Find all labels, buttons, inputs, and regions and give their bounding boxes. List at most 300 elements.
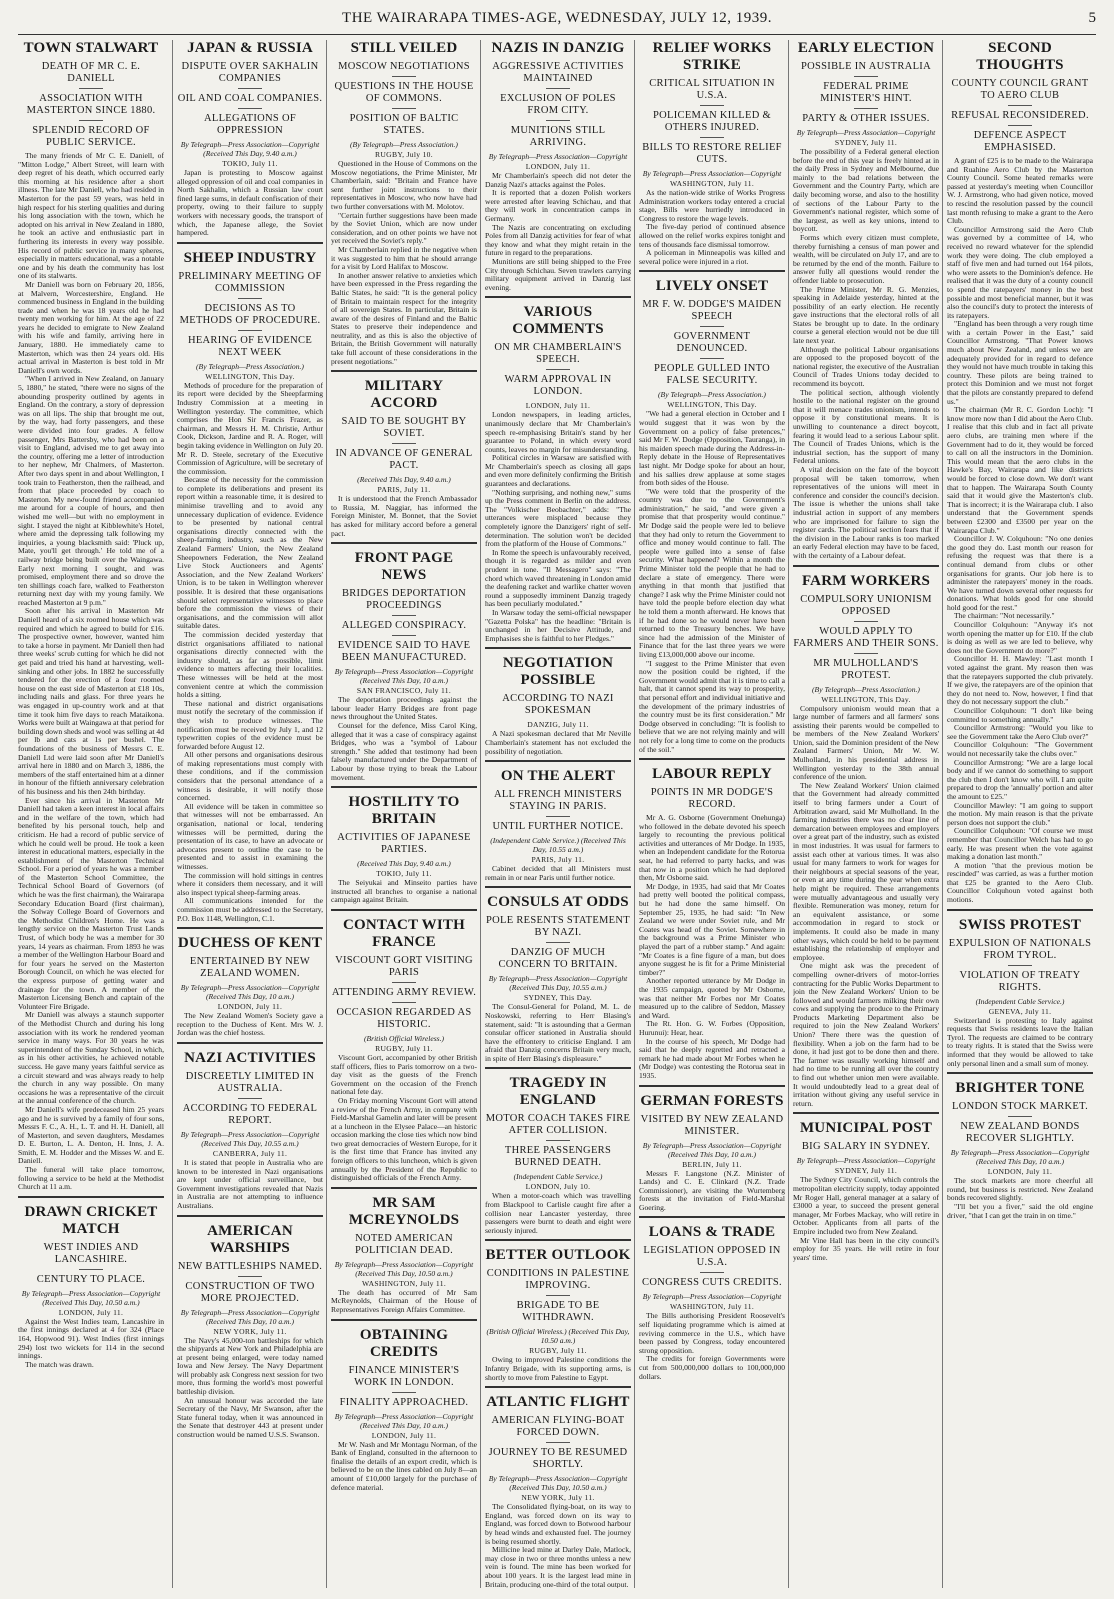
subhead: EXCLUSION OF POLES FROM CITY.	[500, 93, 616, 116]
headline: FRONT PAGE NEWS	[354, 550, 454, 584]
paragraph: The stock markets are more cheerful all round, but business is restricted. New Zealand bonds recovered slightly.	[947, 1176, 1093, 1203]
subhead: ALLEGED CONSPIRACY.	[341, 620, 467, 632]
subhead: UNTIL FURTHER NOTICE.	[492, 821, 624, 833]
paragraph: The Sydney City Council, which controls the metropolitan electricity supply, today appointed Mr Roger Hall, general manager at a salary of £3000 a year, to succeed the present general manager, Mr Forbes Mackay, who will retire in October. Applicants from all parts of the Empire included two from New Zealand.	[793, 1175, 939, 1236]
subhead-divider	[79, 1269, 103, 1270]
article	[485, 40, 631, 292]
subhead: DISCREETLY LIMITED IN AUSTRALIA.	[185, 1070, 315, 1094]
paragraph: Mr Dodge, in 1935, had said that Mr Coates had pretty well booted the political compass, but he had done the same himself. On September 25, 1935, he had said: "In New Zealand we were under Soviet rule, and Mr Coates was head of the Soviet. Somewhere in the background was a Prime Minister who played the part of a rubber stamp." And again: "Mr Coates is a fine figure of a man, but does anyone suggest he is fit for a Prime Ministerial timber?"	[639, 881, 785, 977]
masthead-rule	[18, 34, 1096, 35]
byline: By Telegraph—Press Association—Copyright	[796, 1156, 936, 1166]
byline: (Independent Cable Service.)	[975, 996, 1065, 1006]
paragraph: When a motor-coach which was travelling from Blackpool to Carlisle caught fire after a collision near Lancaster yesterday, three passengers were burnt to death and eight were seriously injured.	[485, 1191, 631, 1235]
paragraph: Against the West Indies team, Lancashire in the first innings declared at 4 for 324 (Place 164, Hopwood 91). West Indies (first innings 294) lost two wickets for 114 in the second innings.	[18, 1316, 164, 1361]
paragraph: The death has occurred of Mr Sam McReynolds, Chairman of the House of Representatives Foreign Affairs Committee.	[331, 1287, 477, 1315]
article	[331, 786, 477, 905]
dateline: LONDON, July 11.	[525, 162, 591, 171]
subhead-divider	[546, 816, 570, 817]
paragraph: The Navy's 45,000-ton battleships for which the shipyards at New York and Philadelphia are at present being enlarged, were today named Iowa and New Jersey. The Navy Department will probably ask Congress next session for two more, thus forming the world's most powerful battleship division.	[177, 1335, 323, 1397]
headline: GERMAN FORESTS	[640, 1092, 784, 1109]
dateline: NEW YORK, July 11.	[213, 1326, 287, 1336]
byline: By Telegraph—Press Association—Copyright	[488, 152, 628, 161]
paragraph: "We had a general election in October and I would suggest that it was won by the Government on a policy of false pretences," said Mr F. W. Dodge (Opposition, Tauranga), in his maiden speech made during the Address-in-Reply debate in the House of Representatives last night. Mr Dodge spoke for about an hour, and his sallies drew applause at some stages from both sides of the House.	[639, 409, 785, 488]
byline: By Telegraph—Press Association—Copyright (Received This Day, 10 a.m.)	[642, 1140, 782, 1159]
subhead: AGGRESSIVE ACTIVITIES MAINTAINED	[492, 61, 624, 84]
subhead-divider	[700, 326, 724, 327]
subhead: ACCORDING TO FEDERAL REPORT.	[182, 1102, 318, 1126]
byline: (By Telegraph—Press Association.)	[812, 684, 920, 694]
paragraph: A motion "that the previous motion be rescinded" was carried, as was a further motion that £25 be granted to the Aero Club. Councillor Colquhoun voted against both motions.	[947, 860, 1093, 905]
subhead-divider	[392, 982, 416, 983]
article	[331, 1319, 477, 1493]
paragraph: The chairman: "Not necessarily."	[954, 611, 1055, 621]
article	[485, 1239, 631, 1382]
paragraph: All communications intended for the commission must be addressed to the Secretary, P.O. Box 1148, Wellington, C.1.	[177, 896, 323, 923]
subhead: IN ADVANCE OF GENERAL PACT.	[335, 448, 473, 472]
byline: By Telegraph—Press Association—Copyright (Received This Day, 10 a.m.)	[180, 1307, 320, 1326]
headline: AMERICAN WARSHIPS	[207, 1222, 293, 1256]
subhead: DECISIONS AS TO METHODS OF PROCEDURE.	[179, 302, 321, 326]
dateline: WASHINGTON, July 11.	[669, 1302, 755, 1312]
headline: ON THE ALERT	[500, 768, 616, 785]
dateline: WASHINGTON, July 11.	[669, 179, 755, 188]
paragraph: As the nation-wide strike of Works Progress Administration workers today entered a crucial stage, Bills were hurriedly introduced in Congress to restore the wage levels.	[639, 188, 785, 223]
article	[639, 270, 785, 754]
article	[793, 40, 939, 561]
subhead-divider	[546, 120, 570, 121]
subhead-divider	[392, 76, 416, 77]
paragraph: Soon after his arrival in Masterton Mr Daniell heard of a six roomed house which was required and which he agreed to build for £16. The prospective owner, however, wanted him to take a horse in payment. Mr Daniell then had three weeks' scrub cutting for which he did not get paid and tried his hand at harvesting, well-sinking and other jobs. In 1882 he successfully tendered for the erection of a four roomed house on the east side of Masterton at £18 10s, including nails and glass. For three years he was engaged in up-country work and at that time it took him five days to reach Mataikona. Works were built at Waingawa at that period for building down sheds and wool was selling at 4d per lb and cats at 1s per bushel. The foundations of the business of Messrs C. E. Daniell Ltd were laid soon after Mr Daniell's arrival here in 1880 and on March 3, 1886, the members of the staff entertained him at a dinner in honour of the fiftieth anniversary celebration of his business and his then 24th birthday.	[18, 606, 164, 796]
subhead: WARM APPROVAL IN LONDON.	[504, 374, 612, 398]
subhead-divider	[238, 108, 262, 109]
subhead: EXPULSION OF NATIONALS FROM TYROL.	[948, 937, 1092, 961]
article	[639, 40, 785, 266]
article	[793, 1112, 939, 1262]
article	[331, 40, 477, 366]
subhead: SPLENDID RECORD OF PUBLIC SERVICE.	[32, 125, 150, 148]
subhead-divider	[546, 942, 570, 943]
dateline: LONDON, July 11.	[371, 1430, 437, 1440]
article	[177, 40, 323, 238]
byline: (By Telegraph—Press Association.)	[196, 361, 304, 371]
dateline: SYDNEY, This Day.	[523, 993, 593, 1003]
column-1	[18, 40, 164, 1588]
article	[485, 647, 631, 756]
paragraph: In Warsaw today the semi-official newspaper "Gazetta Polska" has the headline: "Britain is unchanged in her Decisive Attitude, and Emphasises she is faithful to her Pledges."	[485, 607, 631, 643]
paragraph: A Nazi spokesman declared that Mr Neville Chamberlain's statement has not excluded the possibility of negotiation.	[485, 729, 631, 756]
article	[18, 40, 164, 1192]
headline: SWISS PROTEST	[958, 916, 1082, 933]
paragraph: Political circles in Warsaw are satisfied with Mr Chamberlain's speech as closing all gaps and even more definitely confirming the British guarantees and declarations.	[485, 453, 631, 489]
headline: ATLANTIC FLIGHT	[486, 1394, 630, 1411]
dateline: WASHINGTON, July 11.	[361, 1278, 447, 1288]
dateline: LONDON, July 11.	[525, 401, 591, 411]
dateline: BERLIN, July 11.	[682, 1159, 742, 1169]
column-3	[326, 40, 477, 1588]
subhead: MR F. W. DODGE'S MAIDEN SPEECH	[642, 299, 782, 323]
dateline: TOKIO, July 11.	[376, 869, 432, 879]
subhead: NEW BATTLESHIPS NAMED.	[177, 1260, 323, 1272]
byline: (Received This Day, 9.40 a.m.)	[357, 475, 451, 485]
subhead: MUNITIONS STILL ARRIVING.	[510, 125, 606, 148]
dateline: NEW YORK, July 11.	[521, 1493, 595, 1503]
paragraph: Millicine lead mine at Darley Dale, Matlock, may close in two or three months unless a new vein is found. The mine has been worked for about 100 years. It is the largest lead mine in Britain, producing one-third of the total output.	[485, 1545, 631, 1588]
dateline: RUGBY, July 10.	[375, 150, 433, 159]
subhead-divider	[392, 615, 416, 616]
subhead: WEST INDIES AND LANCASHIRE.	[43, 1241, 139, 1265]
paragraph: It is reported that a dozen Polish workers were arrested after leaving Schichau, and that they will work in concentration camps in Germany.	[485, 188, 631, 223]
subhead: PRELIMINARY MEETING OF COMMISSION	[178, 270, 322, 294]
subhead: FINALITY APPROACHED.	[339, 1396, 469, 1408]
article	[485, 1067, 631, 1235]
headline: LIVELY ONSET	[655, 278, 769, 295]
byline: By Telegraph—Press Association—Copyright	[796, 128, 936, 137]
subhead: EVIDENCE SAID TO HAVE BEEN MANUFACTURED.	[337, 640, 471, 664]
headline: NAZI ACTIVITIES	[184, 1049, 316, 1066]
paragraph: It is understood that the French Ambassador to Russia, M. Naggiar, has informed the Foreign Minister, M. Bonnet, that the Soviet has asked for military accord before a general pact.	[331, 494, 477, 538]
subhead: OCCASION REGARDED AS HISTORIC.	[336, 1006, 472, 1030]
paragraph: Mr Chamberlain's speech did not deter the Danzig Nazi's attacks against the Poles.	[485, 171, 631, 189]
subhead-divider	[238, 88, 262, 89]
article	[793, 565, 939, 1109]
byline: (By Telegraph—Press Association.)	[350, 140, 458, 149]
paragraph: "Certain further suggestions have been made by the Soviet Union, which are now under consideration, and on other points we have not yet received the Soviet's reply."	[331, 210, 477, 246]
subhead-divider	[79, 120, 103, 121]
paragraph: Another reported utterance by Mr Dodge in the 1935 campaign, quoted by Mr Osborne, was that neither Mr Forbes nor Mr Coates measured up to the calibre of Seddon, Massey and Ward.	[639, 976, 785, 1020]
article	[639, 1085, 785, 1213]
headline: JAPAN & RUSSIA	[187, 40, 313, 56]
subhead: LEGISLATION OPPOSED IN U.S.A.	[643, 1245, 781, 1269]
subhead-divider	[546, 1140, 570, 1141]
dateline: RUGBY, July 11.	[529, 1346, 587, 1356]
subhead: WOULD APPLY TO FARMERS AND THEIR SONS.	[793, 625, 939, 649]
subhead: VIOLATION OF TREATY RIGHTS.	[959, 969, 1081, 993]
paragraph: "When I arrived in New Zealand, on January 5, 1880," he stated, "there were no signs of the abounding prosperity outlined by agents in England. On the contrary, a story of depression was on all lips. The ship that brought me out, by the way, had forty passengers, and these were divided into four grades. A fellow passenger, Mrs Battersby, who had been on a visit to England, advised me to get away into the country, offering me a letter of introduction to her nephew, Mr Chalmers, of Masterton. After two days spent in and about Wellington, I took train to Featherston, then the railhead, and from that place proceeded by coach to Masterton. My new-found friend accompanied me around for a couple of hours, and then wished me well—but with no employment in sight. I stayed the night at Kibblewhite's Hotel, where amid the depressing talk following my inquiries, a young blacksmith said: 'Pluck up, Mate, you'll get through.' He told me of a railway bridge being built over the Waingawa. Early next morning I sought, and was promised, employment there and so drove the ten shillings coach fare, walked to Featherston returning next day with my young family. We reached Masterton at 9 p.m."	[18, 374, 164, 607]
headline: DRAWN CRICKET MATCH	[24, 1203, 158, 1237]
article	[947, 909, 1093, 1069]
paragraph: A vital decision on the fate of the boycott proposal will be taken tomorrow, when representatives of the unions will meet in conference and consider the council's decision. The issue is whether the unions shall take industrial action in support of any members who are imprisoned for failure to sign the register cards. The political section fears that if the division in the Labour ranks is too marked an early Federal election may have to be faced, with the certainty of a Labour defeat.	[793, 464, 939, 560]
subhead: BRIGADE TO BE WITHDRAWN.	[516, 1300, 600, 1324]
headline: TRAGEDY IN ENGLAND	[509, 1075, 607, 1109]
headline: RELIEF WORKS STRIKE	[652, 40, 772, 73]
dateline: WELLINGTON, This Day.	[205, 371, 295, 381]
article	[485, 760, 631, 882]
subhead: CONGRESS CUTS CREDITS.	[642, 1277, 782, 1289]
byline: By Telegraph—Press Association—Copyright	[642, 169, 782, 178]
byline: (By Telegraph—Press Association.)	[658, 390, 766, 400]
article	[177, 927, 323, 1038]
subhead: ALLEGATIONS OF OPPRESSION	[204, 113, 296, 136]
byline: (Received This Day, 9.40 a.m.)	[357, 859, 451, 869]
paragraph: Questioned in the House of Commons on the Moscow negotiations, the Prime Minister, Mr Chamberlain, said: "Britain and France have sent further joint instructions to their representatives in Moscow, who now have had two further conversations with M. Molotov.	[331, 159, 477, 211]
byline: By Telegraph—Press Association—Copyright	[642, 1292, 782, 1302]
article	[485, 296, 631, 643]
byline: By Telegraph—Press Association—Copyright (Received This Day, 10.55 a.m.)	[180, 1129, 320, 1148]
subhead: SAID TO BE SOUGHT BY SOVIET.	[341, 416, 467, 440]
dateline: TOKIO, July 11.	[222, 159, 278, 168]
paragraph: In another answer relative to anxieties which have been expressed in the Press regarding the Baltic States, he said: "It is the general policy of Britain to maintain respect for the integrity of all sovereign States. In particular, Britain is aware of the desires of Finland and the Baltic States to preserve their independence and neutrality, and as this is also the objective of Britain, the British Government will naturally take full account of these considerations in the present negotiations."	[331, 270, 477, 366]
paragraph: A grant of £25 is to be made to the Wairarapa and Ruahine Aero Club by the Masterton County Council. Some heated remarks were passed at yesterday's meeting when Councillor W. J. Armstrong, who had given notice, moved to rescind the resolution passed by the council last month refusing to make a grant to the Aero Club.	[947, 156, 1093, 226]
byline: By Telegraph—Press Association—Copyright (Received This Day, 10.50 a.m.)	[334, 1259, 474, 1278]
paragraph: Councillor Armstrong: "We are a large local body and if we cannot do something to support the club then I don't know who will. I am quite prepared to drop the 'annually' portion and alter the amount to £25."	[947, 757, 1093, 801]
paragraph: Councillor Armstrong said the Aero Club was governed by a committee of 14, who received no reward whatever for the splendid work they were doing. The club employed a staff of five men and had turned out 164 pilots, who were assets to the Dominion's defence. He realised that it was the duty of a county council to spend the ratepayers' money in the best possible and most beneficial manner, but it was also the council's duty to protect the interests of its ratepayers.	[947, 224, 1093, 320]
article	[331, 1187, 477, 1315]
paragraph: The match was drawn.	[25, 1359, 94, 1369]
dateline: SAN FRANCISCO, July 11.	[356, 686, 452, 696]
subhead: FEDERAL PRIME MINISTER'S HINT.	[820, 81, 912, 104]
paragraph: The Nazis are concentrating on excluding Poles from all Danzig activities for fear of what they know and what they might retain in the future in regard to the preparations.	[485, 222, 631, 258]
subhead: NEW ZEALAND BONDS RECOVER SLIGHTLY.	[960, 1121, 1080, 1145]
byline: By Telegraph—Press Association—Copyright (Received This Day, 10.55 a.m.)	[488, 974, 628, 993]
subhead: THREE PASSENGERS BURNED DEATH.	[504, 1145, 612, 1169]
dateline: LONDON, July 10.	[525, 1182, 591, 1192]
paragraph: The Consolidated flying-boat, on its way to England, was forced down on its way to England, was forced down to Botwood harbour by head winds and exhausted fuel. The journey is being resumed shortly.	[485, 1502, 631, 1546]
paragraph: Councillor H. H. Mawley: "Last month I voted against the grant. My reason then was that the ratepayers supported the club privately. If we give, the ratepayers are of the opinion that they do not need to. Now, however, I find that they do not necessary support the club."	[947, 654, 1093, 707]
dateline: CANBERRA, July 11.	[212, 1148, 288, 1158]
paragraph: "We were told that the prosperity of the country was due to the Government's administration," he said, "and were given a promise that that prosperity would continue." Mr Dodge said the people were led to believe that they had only to return the Government to office and money would continue to fall. The people were gulled into a sense of false security. What happened? Within a month the Prime Minister told the people that he had to declare a state of emergency. There were anything in that month that justified that change? I ask why the Prime Minister could not have told the people before election day what he told them a month afterward. He knows that if he had done so he would never have been returned to the Treasury benches. We have since had the admission of the Minister of Finance that for the last three years we were living £13,000,000 above our income.	[639, 486, 785, 659]
subhead: CRITICAL SITUATION IN U.S.A.	[649, 78, 775, 101]
headline: LOANS & TRADE	[648, 1224, 776, 1241]
subhead: BILLS TO RESTORE RELIEF CUTS.	[642, 142, 782, 165]
headline: HOSTILITY TO BRITAIN	[348, 794, 460, 828]
article	[485, 886, 631, 1063]
paragraph: It is stated that people in Australia who are known to be interested in Nazi organisations are kept under official surveillance, but Government investigations revealed that Nazis in Australia are not attempting to influence Australians.	[177, 1157, 323, 1210]
subhead-divider	[238, 298, 262, 299]
subhead: MOTOR COACH TAKES FIRE AFTER COLLISION.	[485, 1113, 631, 1137]
article	[331, 909, 477, 1183]
headline: EARLY ELECTION	[797, 40, 935, 56]
headline: CONTACT WITH FRANCE	[342, 916, 465, 950]
dateline: WELLINGTON, This Day.	[821, 694, 911, 704]
subhead: ACTIVITIES OF JAPANESE PARTIES.	[337, 832, 471, 856]
paragraph: The Rt. Hon. G. W. Forbes (Opposition, Hurunui): Hear, hear.	[639, 1019, 785, 1037]
subhead-divider	[1008, 125, 1032, 126]
paragraph: The possibility of a Federal general election before the end of this year is freely hinted at in the daily Press in Sydney and Melbourne, due mainly to the bad relations between the Government and the Country Party, which are daily becoming worse, and also to the hostility of sections of the Labour Party to the Government's national register, which some of the largest, as well as key unions, intend to boycott.	[793, 147, 939, 234]
paragraph: Munitions are still being shipped to the Free City through Schichau. Seven trawlers carrying military equipment arrived in Danzig last evening.	[485, 256, 631, 292]
headline: MILITARY ACCORD	[364, 378, 444, 412]
headline: NAZIS IN DANZIG	[491, 40, 625, 56]
column-5	[634, 40, 785, 1588]
subhead: BIG SALARY IN SYDNEY.	[801, 1141, 931, 1153]
subhead: ACCORDING TO NAZI SPOKESMAN	[502, 693, 614, 717]
dateline: WELLINGTON, This Day.	[667, 400, 757, 410]
paragraph: Although the political Labour organisations are opposed to the proposed boycott of the national register, the executive of the Australian Council of Trades Unions today decided to recommend its boycott.	[793, 344, 939, 389]
headline: NEGOTIATION POSSIBLE	[502, 655, 614, 689]
subhead-divider	[546, 369, 570, 370]
article	[639, 758, 785, 1080]
byline: By Telegraph—Press Association—Copyright (Received This Day, 10 a.m.)	[334, 1411, 474, 1430]
paragraph: Mr W. Nash and Mr Montagu Norman, of the Bank of England, consulted in the afternoon to finalise the details of an export credit, which is believed to be on the lines cabled on July 8—an amount of £10,000 largely for the purchase of defence material.	[331, 1439, 477, 1492]
article	[177, 1042, 323, 1211]
subhead: DEFENCE ASPECT EMPHASISED.	[973, 130, 1067, 153]
paragraph: The chairman (Mr R. C. Gordon Loch): "I know more now than I did about the Aero Club. I realise that this club and in fact all private aero clubs, are training men where if the Government had to do it, they would be forced to call on all the instructors in the Dominion. This would mean that the aero clubs in the Hawke's Bay, Wairarapa and like districts would be forced to close down. We don't want that to happen. The Wairarapa South County said that it would give the Masterton's club. That is incorrect; it is the Wairarapa club. I also understand that the Government spends between £2300 and £3500 per year on the Wairarapa Club."	[947, 405, 1093, 535]
subhead-divider	[392, 108, 416, 109]
subhead: ATTENDING ARMY REVIEW.	[331, 986, 477, 998]
paragraph: Councillor Colquhoun: "Of course we must remember that Councillor Welch has had to go early. He was present when the vote against making a donation last month."	[947, 826, 1093, 862]
paragraph: These national and district organisations must notify the secretary of the commission if they wish to produce witnesses. The notification must be received by July 1, and 12 typewritten copies of the evidence must be forwarded before August 12.	[177, 698, 323, 751]
subhead: DEATH OF MR C. E. DANIELL	[41, 61, 141, 84]
subhead-divider	[854, 621, 878, 622]
subhead: MOSCOW NEGOTIATIONS	[338, 61, 470, 72]
paragraph: All other persons and organisations desirous of making representations must comply with these conditions, and if the commission considers that the personal attendance of a witness is desirable, it will notify those concerned.	[177, 750, 323, 803]
paragraph: In Rome the speech is unfavourably received, though it is regarded as milder and even prudent in tone. "Il Messagero" says: "The chord which waved threatening in London amid the deafening racket and warlike chatter woven round a supposedly imminent Danzig tragedy has been peculiarly modulated."	[485, 547, 631, 609]
subhead-divider	[546, 1442, 570, 1443]
subhead: MR MULHOLLAND'S PROTEST.	[813, 657, 919, 681]
subhead-divider	[238, 330, 262, 331]
paragraph: "I suggest to the Prime Minister that even now the position could be righted, if the Government would admit that it is time to call a halt, that it cannot spend its way to prosperity, that personal effort and individual initiative and the development of the primary industries of the country must be its first consideration." Mr Dodge observed in concluding: "It is foolish to believe that we are not relying mainly and will not rely for a long time to come on the products of the soil."	[639, 658, 785, 754]
headline: LABOUR REPLY	[652, 766, 772, 783]
paragraph: "England has been through a very rough time with a certain Power in the East," said Councillor Armstrong. "That Power knows much about New Zealand, and unless we are adequately provided for in regard to defence they would not have much trouble in taking this country. These pilots are being trained to protect this Dominion and we must not forget that the pilots are constantly prepared to defend us."	[947, 319, 1093, 406]
subhead-divider	[854, 76, 878, 77]
dateline: RUGBY, July 11.	[375, 1043, 433, 1053]
subhead: OIL AND COAL COMPANIES.	[177, 93, 323, 104]
paragraph: Because of the necessity for the commission to complete its deliberations and present its report within a reasonable time, it is desired to minimise travelling and to avoid any unnecessary duplication of evidence. Evidence to be presented by national central organisations directly connected with the sheep-farming industry, such as the New Zealand Farmers' Union, the New Zealand Sheepowners Federation, the New Zealand Live Stock Auctioneers and Agents' Association, and the New Zealand Workers' Union, is to be taken in Wellington wherever possible. It is desired that these organisations should select representative witnesses to place before the commission the views of their organisations, and the commission will allot suitable dates.	[177, 475, 323, 631]
paragraph: The credits for foreign Governments were cut from 500,000,000 dollars to 100,000,000 dollars.	[639, 1354, 785, 1381]
paragraph: The political section, although violently hostile to the national register on the ground that it will menace trades unionism, intends to oppose it by constitutional means. It is unwilling to countenance a direct boycott, fearing it would lead to a serious Labour split. The Council of Trades Unions, which is the industrial section, has the support of many Federal unions.	[793, 387, 939, 466]
page-number: 5	[1088, 10, 1096, 26]
byline: (Independent Cable Service.) (Received This Day, 10.55 a.m.)	[490, 836, 626, 855]
dateline: DANZIG, July 11.	[527, 720, 589, 730]
subhead-divider	[79, 88, 103, 89]
subhead-divider	[392, 443, 416, 444]
subhead: POSSIBLE IN AUSTRALIA	[801, 61, 931, 72]
byline: By Telegraph—Press Association—Copyright (Received This Day, 10.50 a.m.)	[21, 1288, 161, 1307]
paragraph: Mr Daniell's wife predeceased him 25 years ago and he is survived by a family of four sons, Messrs F. C., A. H., L. T. and H. H. Daniell, all of Masterton, and seven daughters, Mesdames D. E. Burton, L. A. Denton, H. Inns, J. A. Smith, E. M. Hodder and the Misses W. and E. Daniell.	[18, 1104, 164, 1166]
paragraph: Mr Daniell was always a staunch supporter of the Methodist Church and during his long association with its work he rendered yeoman service in many ways. For 30 years he was superintendent of the Sunday School, in which, as in his other activities, he achieved notable success. He gave many years faithful service as a circuit steward and was always ready to help the church in any way possible. On many occasions he was a representative of the circuit at the annual conference of the church.	[18, 1010, 164, 1106]
byline: (Independent Cable Service.)	[513, 1172, 603, 1182]
subhead-divider	[700, 358, 724, 359]
subhead-divider	[1008, 105, 1032, 106]
paragraph: London newspapers, in leading articles, unanimously declare that Mr Chamberlain's speech re-emphasising Britain's stand by her guarantee to Poland, in which every word counts, leaves no margin for misunderstanding.	[485, 410, 631, 454]
paragraph: The funeral will take place tomorrow, following a service to be held at the Methodist Church at 11 a.m.	[18, 1165, 164, 1192]
paragraph: The five-day period of continued absence allowed on the relief works expires tonight and tens of thousands face dismissal tomorrow.	[639, 222, 785, 249]
dateline: LONDON, July 11.	[217, 1002, 283, 1012]
paragraph: Forms which every citizen must complete, thereby furnishing a census of man power and wealth, will be circulated on July 17, and are to be returned by the end of the month. Failure to answer fully all questions would render the offender liable to prosecution.	[793, 232, 939, 285]
subhead: GOVERNMENT DENOUNCED.	[673, 331, 751, 355]
paragraph: Councillor Armstrong: "Would you like to see the Government take the Aero Club over?"	[947, 723, 1093, 741]
subhead: DISPUTE OVER SAKHALIN COMPANIES	[181, 61, 319, 84]
paragraph: Ever since his arrival in Masterton Mr Daniell had taken a keen interest in local affairs and in the welfare of the town, which had benefited by his personal touch, help and criticism. He had a record of public service of which he could well be proud. He took a keen interest in educational matters, especially in the establishment of the Masterton Technical School. For a period of years he was a member of the Masterton School Committee, the Technical School Board of Governors (of which he was the first chairman), the Wairarapa Secondary Education Board (first chairman), the Solway College Board of Governors and the Methodist Children's Home. He was a lengthy service on the Masterton Trust Lands Trust, of which body he was a member for 30 years, 14 years as chairman. From 1893 he was a member of the Wellington Harbour Board and for four years he served on the Masterton Borough Council, on which he was elected for the express purpose of getting water and drainage for the town. A member of the Masterton Licensing Bench and captain of the Volunteer Fire Brigade.	[18, 795, 164, 1011]
subhead: COUNTY COUNCIL GRANT TO AERO CLUB	[951, 78, 1089, 101]
paragraph: On Friday morning Viscount Gort will attend a review of the French Army, in company with Field-Marshal Gamelin and later will be present at a luncheon in the Elysee Palace—an historic occasion marking the close ties which now bind two great democracies of Western Europe, for it is the first time that France has invited any foreign officers to this luncheon, which is given annually by the President of the Republic to distinguished officials of the French Army.	[331, 1095, 477, 1183]
paragraph: Methods of procedure for the preparation of its report were decided by the Sheepfarming Industry Commission at a meeting in Wellington yesterday. The committee, which comprises the Hon Sir Francis Frazer, as chairman, and Messrs H. M. Christie, Arthur Cook, Dickson, Jardine and R. A. Roger, will begin taking evidence in Wellington on July 20. Mr R. D. Steele, secretary of the Executive Commission of Agriculture, will be secretary of the commission.	[177, 380, 323, 476]
article	[639, 1216, 785, 1381]
subhead: QUESTIONS IN THE HOUSE OF COMMONS.	[334, 81, 474, 104]
dateline: LONDON, July 11.	[987, 1167, 1053, 1177]
paragraph: The Consul-General for Poland, M. L. de Noskowski, referring to Herr Blasing's statement, said: "It is astounding that a German consular officer stationed in Australia should have the effrontery to criticise England. I am afraid that Danzig concerns Britain very much, in spite of Herr Blasing's displeasure."	[485, 1002, 631, 1063]
subhead-divider	[392, 635, 416, 636]
byline: By Telegraph—Press Association—Copyright (Received This Day, 9.40 a.m.)	[180, 140, 320, 158]
subhead: CONSTRUCTION OF TWO MORE PROJECTED.	[185, 1280, 315, 1304]
headline: TOWN STALWART	[23, 40, 159, 56]
paragraph: Councillor Colquhoun: "The Government would not necessarily take the clubs over."	[947, 740, 1093, 758]
dateline: SYDNEY, July 11.	[834, 1166, 898, 1176]
headline: STILL VEILED	[350, 40, 458, 56]
column-4	[480, 40, 631, 1588]
column-7	[942, 40, 1093, 1588]
paragraph: Councillor Colquhoun: "Anyway it's not worth opening the matter up for £10. If the club is doing as well as we are led to believe, why does not the Government do more?"	[947, 620, 1093, 655]
subhead: BRIDGES DEPORTATION PROCEEDINGS	[341, 588, 467, 612]
column-6	[788, 40, 939, 1588]
headline: BRIGHTER TONE	[955, 1080, 1085, 1097]
subhead: VISCOUNT GORT VISITING PARIS	[335, 954, 473, 978]
subhead: POLE RESENTS STATEMENT BY NAZI.	[485, 915, 630, 939]
paragraph: Owing to improved Palestine conditions the Infantry Brigade, with its supporting arms, is shortly to move from Palestine to Egypt.	[485, 1355, 631, 1382]
subhead: CONDITIONS IN PALESTINE IMPROVING.	[486, 1268, 630, 1292]
paragraph: Cabinet decided that all Ministers must remain in or near Paris until further notice.	[485, 864, 631, 882]
subhead: VISITED BY NEW ZEALAND MINISTER.	[640, 1113, 784, 1137]
paragraph: In the course of his speech, Mr Dodge had said that he deeply regretted and retracted a remark he had made about Mr Forbes when he (Mr Dodge) was contesting the Rotorua seat in 1935.	[639, 1036, 785, 1080]
byline: By Telegraph—Press Association—Copyright (Received This Day, 10 a.m.)	[950, 1148, 1090, 1167]
article	[485, 1386, 631, 1588]
paragraph: The commission decided yesterday that district organisations affiliated to national organisations directly connected with the industry should, as far as possible, limit evidence to matters affecting their localities. These witnesses will be held at the most convenient centre at which the commission holds a sitting.	[177, 629, 323, 700]
subhead-divider	[238, 1098, 262, 1099]
subhead: CENTURY TO PLACE.	[36, 1273, 146, 1285]
paragraph: Councillor Mawley: "I am going to support the motion. My main reason is that the private person does not support the club."	[947, 800, 1093, 827]
paragraph: The commission will hold sittings in centres where it considers them necessary, and it will also inspect typical sheep-farming areas.	[177, 870, 323, 897]
headline: DUCHESS OF KENT	[177, 935, 323, 952]
masthead-title: THE WAIRARAPA TIMES-AGE, WEDNESDAY, JULY 12, 1939.	[342, 10, 772, 26]
article	[18, 1196, 164, 1370]
subhead-divider	[700, 137, 724, 138]
dateline: SYDNEY, July 11.	[834, 138, 898, 147]
subhead: ASSOCIATION WITH MASTERTON SINCE 1880.	[26, 93, 156, 116]
article	[947, 40, 1093, 905]
paragraph: "Nothing surprising, and nothing new," sums up the Press comment in Berlin on the address. The "Volkischer Beobachter," adds: "The utterances were misplaced because they completely ignore the Danzigers' right of self-determination. The solution won't be decided from the platform of the House of Commons."	[485, 487, 631, 549]
article	[177, 242, 323, 923]
subhead-divider	[1008, 1116, 1032, 1117]
headline: MR SAM MCREYNOLDS	[348, 1194, 460, 1228]
paragraph: The Bills authorising President Roosevelt's self liquidating programme which is aimed at reviving commerce in the U.S., which have been passed by Congress, today encountered strong opposition.	[639, 1311, 785, 1355]
subhead: PEOPLE GULLED INTO FALSE SECURITY.	[653, 363, 771, 387]
paragraph: An unusual honour was accorded the late Secretary of the Navy, Mr Swanson, after the State funeral today, when it was announced in the Senate that destroyer 443 at present under construction would be named U.S.S. Swanson.	[177, 1395, 323, 1440]
subhead: ALL FRENCH MINISTERS STAYING IN PARIS.	[493, 789, 623, 813]
paragraph: Viscount Gort, accompanied by other British staff officers, flies to Paris tomorrow on a two-day visit as the guests of the French Government on the occasion of the French national fete day.	[331, 1052, 477, 1097]
subhead-divider	[238, 1276, 262, 1277]
article	[947, 1072, 1093, 1220]
headline: BETTER OUTLOOK	[485, 1247, 631, 1264]
headline: MUNICIPAL POST	[799, 1120, 933, 1137]
headline: OBTAINING CREDITS	[359, 1326, 449, 1360]
subhead: FINANCE MINISTER'S WORK IN LONDON.	[348, 1364, 460, 1388]
headline: SECOND THOUGHTS	[976, 40, 1064, 73]
column-2	[172, 40, 323, 1588]
subhead: POINTS IN MR DODGE'S RECORD.	[650, 787, 774, 811]
subhead: DANZIG OF MUCH CONCERN TO BRITAIN.	[498, 947, 618, 971]
paragraph: The many friends of Mr C. E. Daniell, of "Mitton Lodge," Albert Street, will learn with deep regret of his death, which occurred early this morning at his residence after a short illness. The late Mr Daniell, who had resided in Masterton for the past 59 years, was held in high respect for his sterling qualities and during his long association with the town, which he adopted on his arrival in New Zealand in 1880, he took an active and enthusiastic part in furthering its interests in every way possible. His record of public service in many spheres, especially in matters educational, was a notable one and by his death the community has lost one of its stalwarts.	[18, 151, 164, 281]
subhead-divider	[546, 88, 570, 89]
subhead: COMPULSORY UNIONISM OPPOSED	[800, 593, 932, 617]
headline: FARM WORKERS	[801, 572, 931, 589]
subhead: PARTY & OTHER ISSUES.	[802, 113, 930, 124]
subhead-divider	[700, 1272, 724, 1273]
dateline: PARIS, July 11.	[377, 485, 431, 495]
headline: CONSULS AT ODDS	[487, 894, 629, 911]
article	[177, 1215, 323, 1440]
subhead-divider	[1008, 965, 1032, 966]
subhead-divider	[854, 108, 878, 109]
subhead-divider	[392, 1002, 416, 1003]
paragraph: Compulsory unionism would mean that a large number of farmers and all farmers' sons assisting their parents would be compelled to be members of the New Zealand Workers' Union, said the Dominion president of the New Zealand Farmers' Union, Mr W. W. Mulholland, in his presidential address in Wellington yesterday to the 38th annual conference of the union.	[793, 703, 939, 782]
subhead: AMERICAN FLYING-BOAT FORCED DOWN.	[491, 1415, 625, 1439]
byline: By Telegraph—Press Association—Copyright (Received This Day, 10 a.m.)	[180, 983, 320, 1002]
subhead: ON MR CHAMBERLAIN'S SPEECH.	[494, 342, 622, 366]
subhead: POSITION OF BALTIC STATES.	[349, 113, 459, 136]
paragraph: Mr Vine Hall has been in the city council's employ for 35 years. He will retire in four years' time.	[793, 1235, 939, 1262]
paragraph: Counsel for the defence, Miss Carol King, alleged that it was a case of conspiracy against Bridges, who was a "symbol of Labour strength." She added that testimony had been falsely manufactured under the Department of Labour by those trying to break the Labour movement.	[331, 721, 477, 782]
paragraph: A policeman in Minneapolis was killed and several police were injured in a riot.	[639, 248, 785, 266]
byline: (British Official Wireless.) (Received This Day, 10.50 a.m.)	[486, 1327, 630, 1346]
